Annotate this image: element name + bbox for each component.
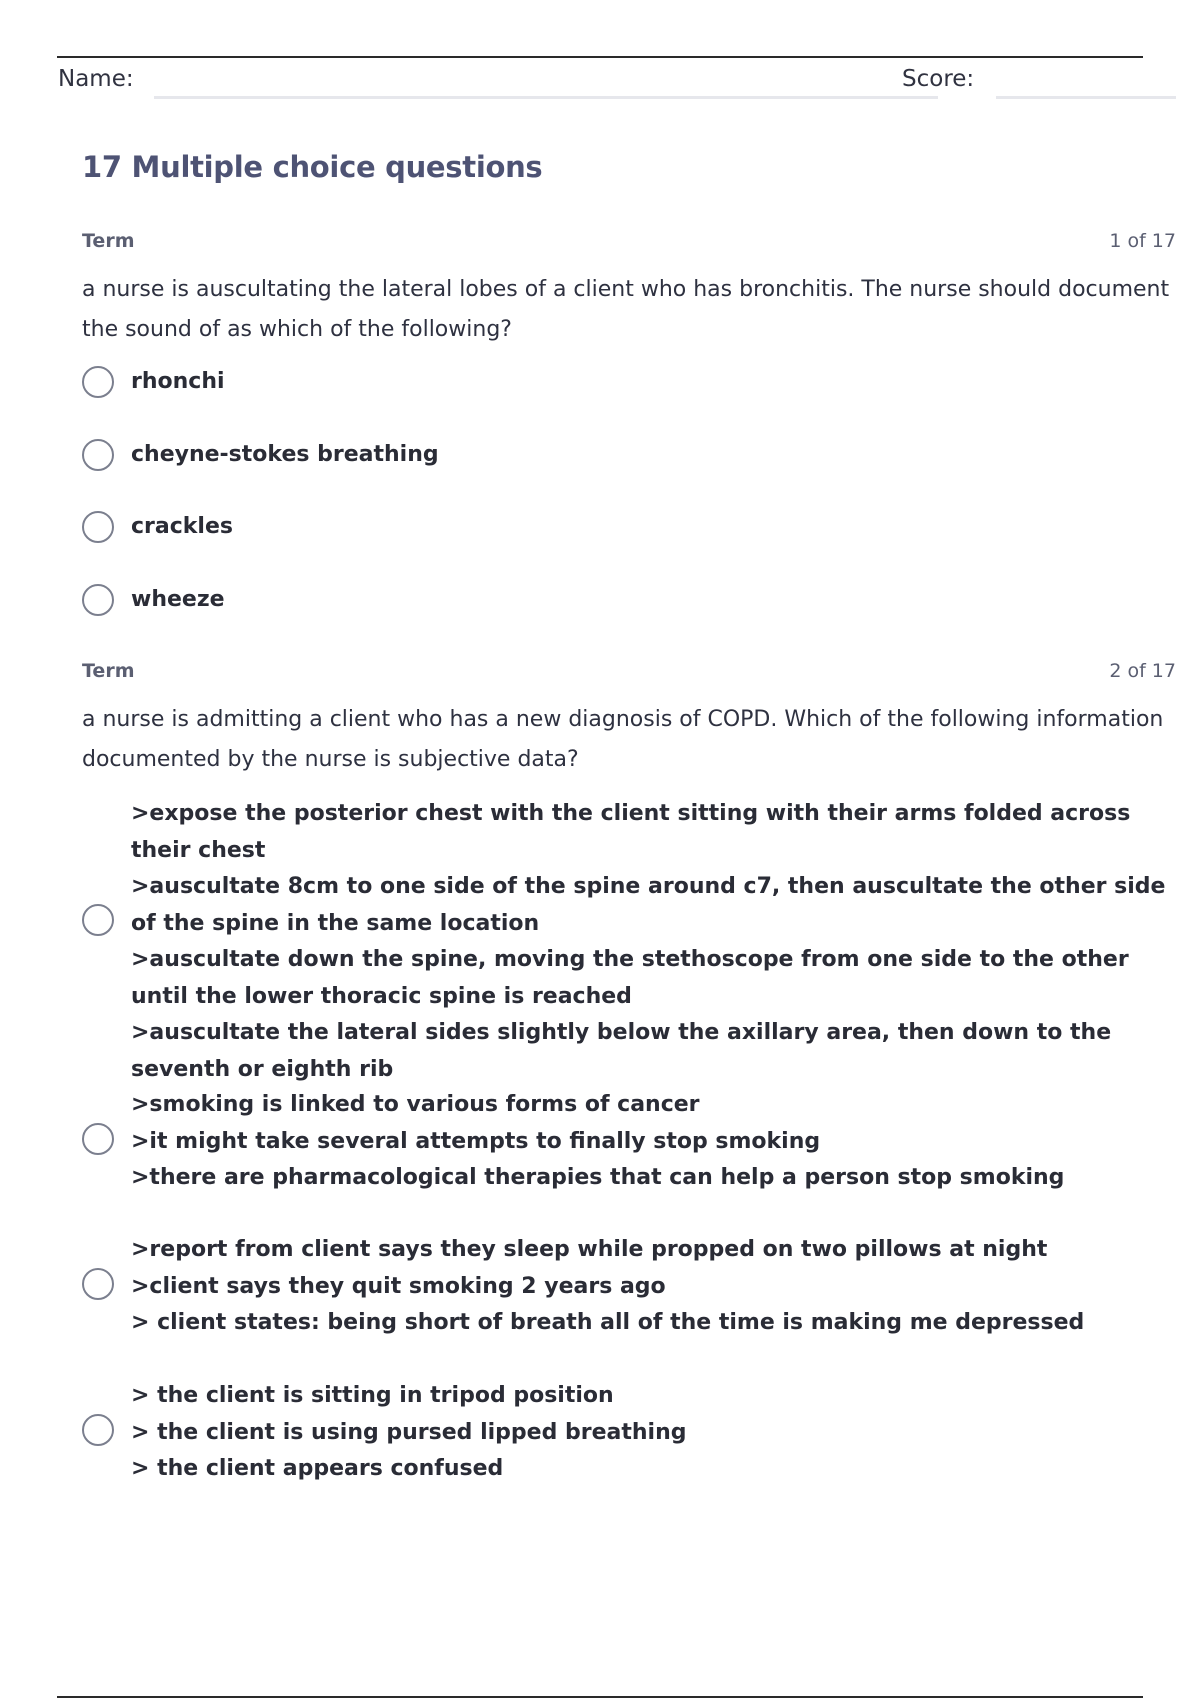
radio-button[interactable]	[82, 904, 114, 936]
answer-option[interactable]	[82, 366, 1176, 402]
bottom-rule	[57, 1696, 1143, 1698]
header-row	[58, 64, 1178, 104]
option-line: >auscultate 8cm to one side of the spine around c7, then auscultate the other side of the spine in the same location	[131, 874, 1166, 936]
option-line: >client says they quit smoking 2 years ago	[131, 1273, 666, 1299]
answer-option[interactable]	[82, 1232, 1176, 1342]
question-header	[82, 230, 1176, 258]
radio-button[interactable]	[82, 439, 114, 471]
score-field[interactable]	[996, 96, 1176, 99]
option-line: >there are pharmacological therapies that can help a person stop smoking	[131, 1165, 1065, 1190]
answer-option[interactable]	[82, 584, 1176, 620]
term-label: Term	[82, 660, 135, 682]
score-label: Score:	[902, 66, 975, 92]
name-label: Name:	[58, 66, 134, 92]
question-counter: 2 of 17	[1109, 660, 1176, 682]
option-text	[131, 1232, 1176, 1342]
radio-button[interactable]	[82, 511, 114, 543]
top-rule	[57, 56, 1143, 58]
option-line: > the client is using pursed lipped breathing	[131, 1419, 687, 1445]
radio-button[interactable]	[82, 584, 114, 616]
option-line: >smoking is linked to various forms of cancer	[131, 1092, 700, 1117]
answer-option[interactable]	[82, 1087, 1176, 1197]
option-line: > the client appears confused	[131, 1456, 504, 1481]
question-text: a nurse is auscultating the lateral lobes of a client who has bronchitis. The nurse should document the sound of as which of the following?	[82, 277, 1170, 342]
option-line: >it might take several attempts to finally stop smoking	[131, 1128, 821, 1154]
option-label: crackles	[131, 514, 233, 539]
radio-button[interactable]	[82, 366, 114, 398]
option-line: >auscultate the lateral sides slightly below the axillary area, then down to the seventh or eighth rib	[131, 1020, 1112, 1082]
page-title: 17 Multiple choice questions	[82, 150, 543, 184]
radio-button[interactable]	[82, 1268, 114, 1300]
option-label: wheeze	[131, 587, 225, 612]
answer-option[interactable]	[82, 1378, 1176, 1488]
option-text	[131, 796, 1176, 1088]
answer-option[interactable]	[82, 511, 1176, 547]
radio-button[interactable]	[82, 1414, 114, 1446]
question-text: a nurse is admitting a client who has a new diagnosis of COPD. Which of the following information documented by the nurse is subjective data?	[82, 707, 1164, 772]
name-field[interactable]	[154, 96, 938, 99]
option-text	[131, 1087, 1176, 1197]
term-label: Term	[82, 230, 135, 252]
option-label: cheyne-stokes breathing	[131, 442, 439, 467]
option-text	[131, 1378, 1176, 1488]
question-header	[82, 660, 1176, 688]
option-label: rhonchi	[131, 369, 225, 394]
radio-button[interactable]	[82, 1123, 114, 1155]
question-counter: 1 of 17	[1109, 230, 1176, 252]
answer-option[interactable]	[82, 796, 1176, 1082]
option-line: > client states: being short of breath all of the time is making me depressed	[131, 1310, 1085, 1335]
option-line: > the client is sitting in tripod position	[131, 1383, 614, 1408]
option-line: >report from client says they sleep while propped on two pillows at night	[131, 1237, 1048, 1262]
option-line: >auscultate down the spine, moving the stethoscope from one side to the other until the lower thoracic spine is reached	[131, 947, 1129, 1009]
option-line: >expose the posterior chest with the client sitting with their arms folded across their chest	[131, 801, 1131, 863]
answer-option[interactable]	[82, 439, 1176, 475]
question-1	[82, 230, 1176, 350]
question-2	[82, 660, 1176, 780]
